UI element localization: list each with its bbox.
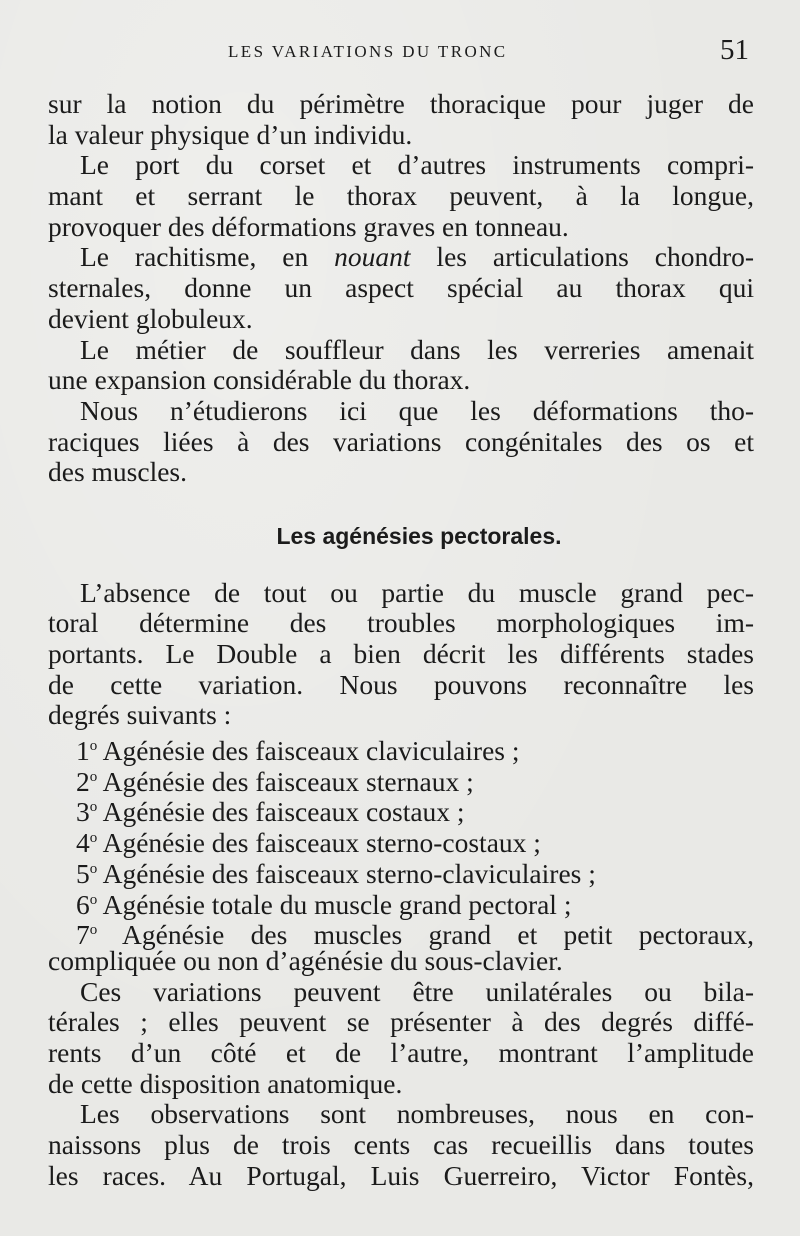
- running-header: [0, 34, 800, 70]
- degree-mark: o: [89, 922, 98, 939]
- text-line: sternales, donne un aspect spécial au thorax qui: [48, 272, 754, 304]
- degree-mark: o: [89, 738, 98, 755]
- text-line: naissons plus de trois cents cas recueillis dans toutes: [48, 1129, 754, 1160]
- list-item: [48, 792, 754, 828]
- list-text: Agénésie totale du muscle grand pectoral ;: [97, 888, 572, 920]
- section-heading: Les agénésies pectorales.: [276, 522, 562, 549]
- list-text: Agénésie des faisceaux sterno-costaux ;: [97, 827, 541, 859]
- list-number: 3: [76, 796, 90, 828]
- italic-word: nouant: [334, 241, 411, 273]
- list-item: [48, 915, 754, 951]
- list-text: Agénésie des faisceaux claviculaires ;: [97, 735, 520, 767]
- degree-mark: o: [89, 830, 98, 847]
- degree-mark: o: [89, 891, 98, 908]
- text-line: Le métier de souffleur dans les verreries amenait: [80, 333, 754, 365]
- text-line: [48, 242, 754, 273]
- text-line: provoquer des déformations graves en tonneau.: [48, 210, 569, 242]
- list-item: [48, 885, 754, 920]
- text-line: mant et serrant le thorax peuvent, à la longue,: [48, 180, 754, 212]
- list-item: [48, 762, 754, 797]
- text-line: la valeur physique d’un individu.: [48, 118, 413, 150]
- text-line: L’absence de tout ou partie du muscle grand pec-: [80, 576, 754, 608]
- text-line: rents d’un côté et de l’autre, montrant l’amplitude: [48, 1036, 754, 1068]
- list-number: 5: [76, 857, 90, 889]
- list-number: 6: [76, 888, 90, 920]
- text-line: sur la notion du périmètre thoracique pour juger de: [48, 88, 754, 119]
- text-line: Nous n’étudierons ici que les déformations tho-: [80, 394, 754, 426]
- list-text: Agénésie des faisceaux sterno-claviculaires ;: [97, 857, 596, 889]
- list-text: Agénésie des muscles grand et petit pectoraux,: [97, 919, 754, 951]
- page-number: 51: [720, 34, 749, 66]
- degree-mark: o: [89, 768, 98, 785]
- text-line: Les observations sont nombreuses, nous en con-: [80, 1098, 754, 1130]
- list-text: Agénésie des faisceaux costaux ;: [97, 796, 465, 828]
- text-fragment: Le rachitisme, en: [80, 241, 335, 273]
- text-line: degrés suivants :: [48, 699, 232, 731]
- spacer: [48, 488, 754, 521]
- list-item: [48, 823, 754, 859]
- degree-mark: o: [89, 860, 98, 877]
- text-line: Ces variations peuvent être unilatérales ou bila-: [80, 975, 754, 1007]
- list-item: [48, 731, 754, 767]
- text-line: compliquée ou non d’agénésie du sous-clavier.: [48, 944, 563, 976]
- text-line: des muscles.: [48, 456, 188, 488]
- text-line: les races. Au Portugal, Luis Guerreiro, Victor Fontès,: [48, 1159, 754, 1191]
- list-text: Agénésie des faisceaux sternaux ;: [97, 765, 474, 797]
- list-number: 2: [76, 765, 90, 797]
- text-line: de cette disposition anatomique.: [48, 1067, 403, 1099]
- list-number: 4: [76, 827, 90, 859]
- text-line: portants. Le Double a bien décrit les différents stades: [48, 638, 754, 669]
- degree-mark: o: [89, 799, 98, 816]
- text-line: térales ; elles peuvent se présenter à des degrés diffé-: [48, 1006, 754, 1038]
- text-line: de cette variation. Nous pouvons reconnaître les: [48, 668, 754, 700]
- running-title: LES VARIATIONS DU TRONC: [228, 42, 508, 61]
- list-number: 7: [76, 919, 90, 951]
- list-number: 1: [76, 735, 90, 767]
- text-fragment: les articulations chondro-: [410, 241, 755, 273]
- list-item: [48, 854, 754, 889]
- text-line: Le port du corset et d’autres instruments compri-: [80, 149, 754, 181]
- text-line: devient globuleux.: [48, 302, 253, 334]
- spacer: [48, 552, 754, 578]
- text-line: raciques liées à des variations congénitales des os et: [48, 425, 754, 457]
- body-text: [48, 89, 754, 1191]
- text-line: une expansion considérable du thorax.: [48, 364, 471, 396]
- text-line: toral détermine des troubles morphologiques im-: [48, 607, 754, 639]
